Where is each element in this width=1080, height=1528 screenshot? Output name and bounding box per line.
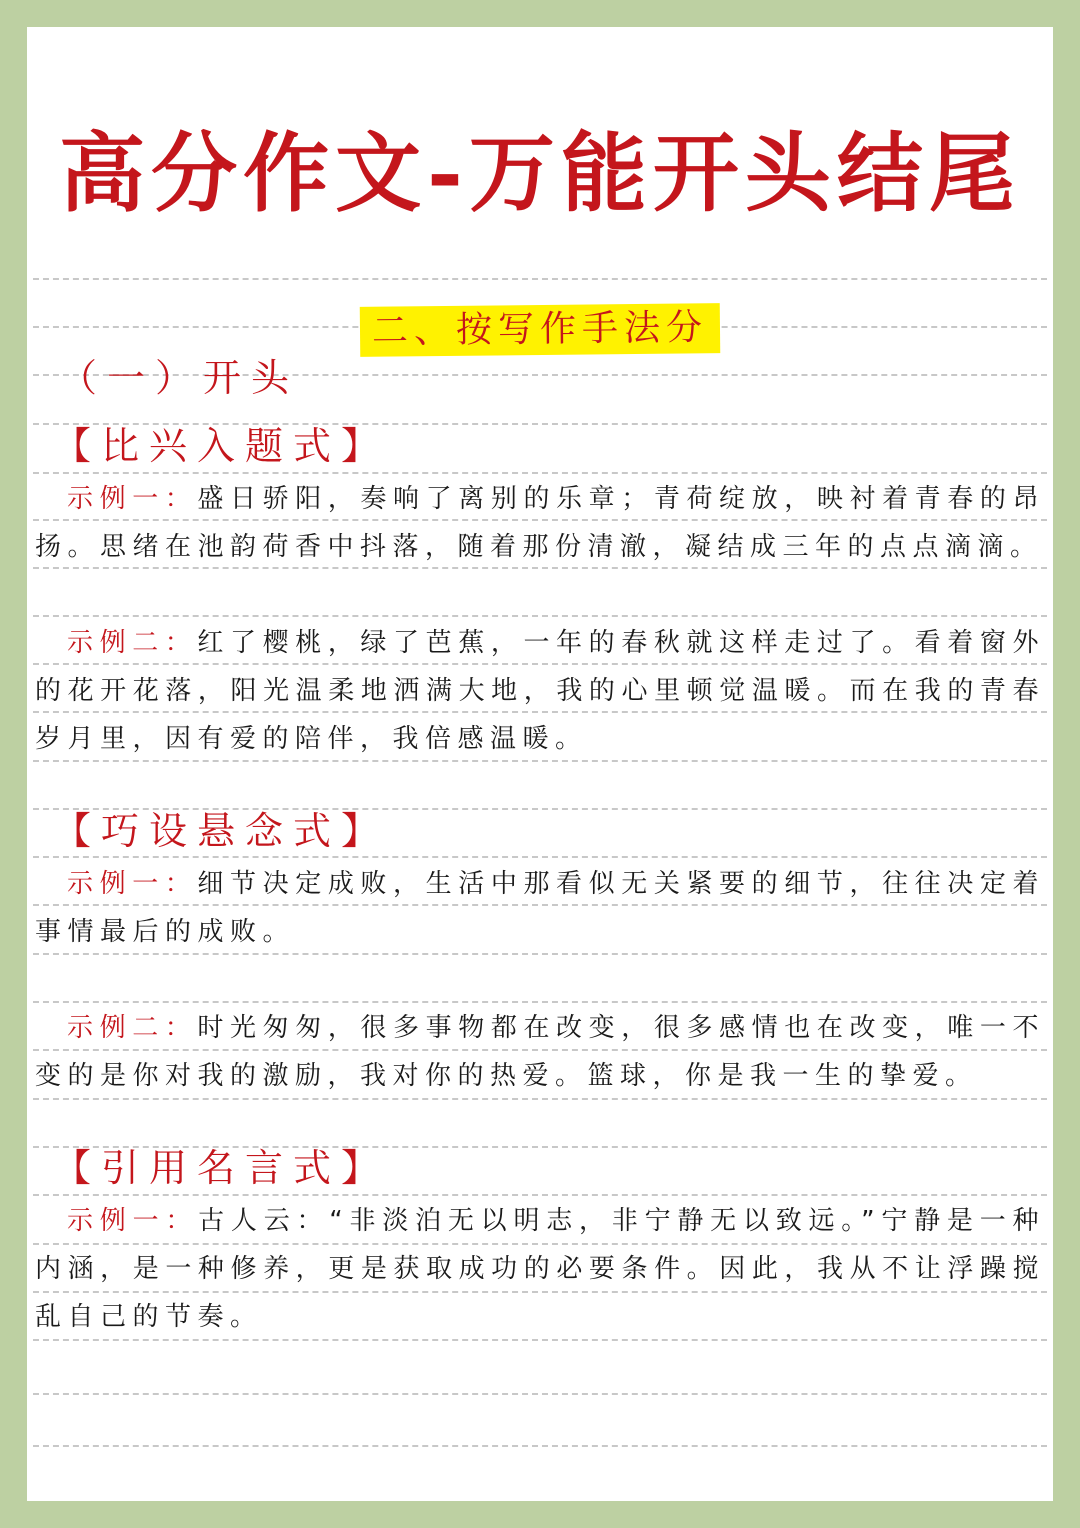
example-paragraph <box>35 619 1045 763</box>
example-paragraph <box>35 860 1045 956</box>
category-heading: 【引用名言式】 <box>53 1146 390 1190</box>
rule-line <box>33 856 1047 858</box>
example-label: 示例一： <box>67 869 198 899</box>
example-paragraph <box>35 475 1045 571</box>
example-text: 古人云：“非淡泊无以明志，非宁静无以致远。”宁静是一种内涵，是一种修养，更是获取成功的必要条件。因此，我从不让浮躁搅乱自己的节奏。 <box>35 1206 1045 1332</box>
rule-line <box>33 615 1047 617</box>
example-text: 时光匆匆，很多事物都在改变，很多感情也在改变，唯一不变的是你对我的激励，我对你的热爱。篮球，你是我一生的挚爱。 <box>35 1013 1045 1091</box>
rule-line <box>33 1194 1047 1196</box>
example-label: 示例一： <box>67 484 198 514</box>
category-heading: 【比兴入题式】 <box>53 424 390 468</box>
rule-line <box>33 472 1047 474</box>
rule-line <box>33 1445 1047 1447</box>
rule-line <box>33 1393 1047 1395</box>
rule-line <box>33 1001 1047 1003</box>
category-heading: 【巧设悬念式】 <box>53 809 390 853</box>
note-paper <box>27 27 1053 1501</box>
example-label: 示例二： <box>67 1013 198 1043</box>
example-paragraph <box>35 1197 1045 1341</box>
highlighted-subheading: 二、按写作手法分 <box>360 303 721 357</box>
example-text: 细节决定成败，生活中那看似无关紧要的细节，往往决定着事情最后的成败。 <box>35 869 1045 947</box>
example-text: 盛日骄阳，奏响了离别的乐章；青荷绽放，映衬着青春的昂扬。思绪在池韵荷香中抖落，随着那份清澈，凝结成三年的点点滴滴。 <box>35 484 1045 562</box>
page-title: 高分作文-万能开头结尾 <box>59 123 1021 224</box>
example-paragraph <box>35 1004 1045 1100</box>
example-label: 示例二： <box>67 628 198 658</box>
example-label: 示例一： <box>67 1206 199 1236</box>
example-text: 红了樱桃，绿了芭蕉，一年的春秋就这样走过了。看着窗外的花开花落，阳光温柔地洒满大地，我的心里顿觉温暖。而在我的青春岁月里，因有爱的陪伴，我倍感温暖。 <box>35 628 1045 754</box>
rule-line <box>33 278 1047 280</box>
section-heading: （一）开头 <box>59 356 300 400</box>
